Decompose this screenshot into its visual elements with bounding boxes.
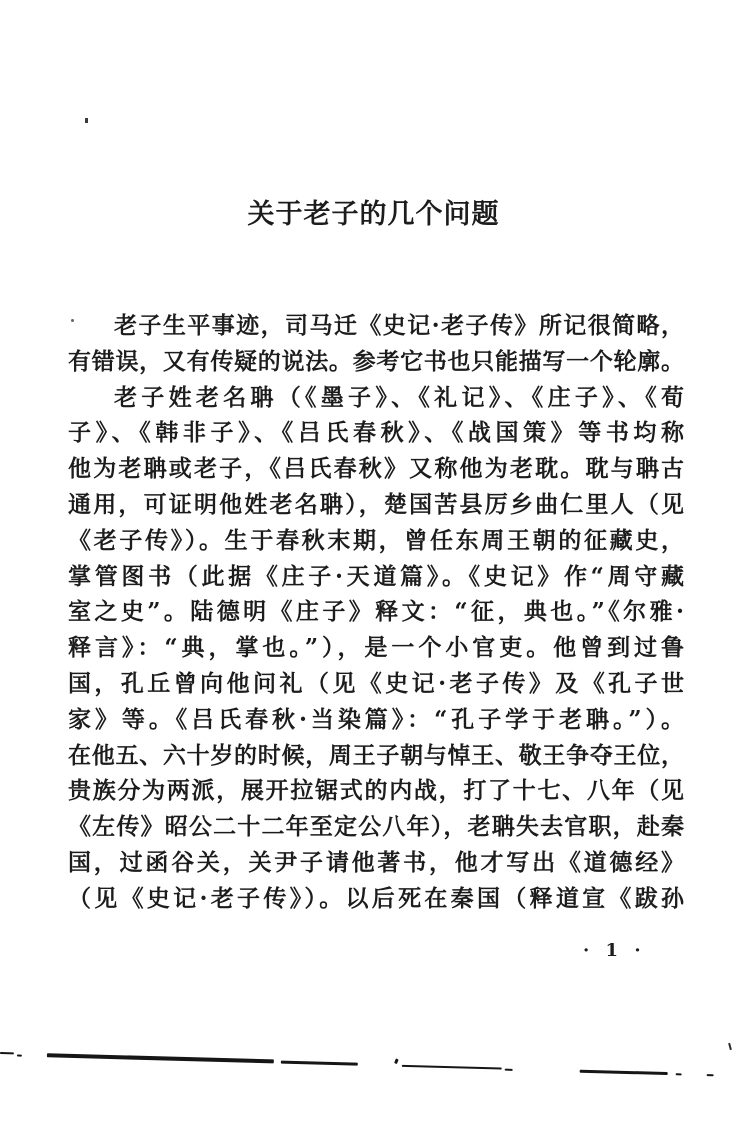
body-line: 在他五、六十岁的时候，周王子朝与悼王、敬王争夺王位， [68, 741, 684, 769]
scan-artifact-segment [281, 1061, 358, 1066]
scan-artifact-mark [728, 1043, 732, 1050]
ink-speck [85, 118, 88, 123]
scan-artifact-segment [707, 1074, 714, 1076]
page-title: 关于老子的几个问题 [247, 199, 500, 230]
scan-artifact-segment [17, 1054, 22, 1056]
body-line: 室之史”。陆德明《庄子》释文：“征，典也。”《尔雅· [68, 598, 684, 626]
body-line: 《老子传》）。生于春秋末期，曾任东周王朝的征藏史， [68, 526, 684, 554]
scan-artifact-segment [394, 1058, 399, 1064]
body-line: （见《史记·老子传》）。以后死在秦国（释道宣《跋孙 [68, 884, 684, 912]
scan-artifact-segment [0, 1052, 14, 1054]
body-line: 老子姓老名聃（《墨子》、《礼记》、《庄子》、《荀 [114, 383, 684, 411]
body-line: 通用，可证明他姓老名聃），楚国苦县厉乡曲仁里人（见 [68, 490, 684, 518]
scan-artifact-segment [402, 1065, 502, 1070]
scan-artifact-segment [676, 1073, 682, 1075]
body-line: 《左传》昭公二十二年至定公八年），老聃失去官职，赴秦 [68, 813, 684, 841]
body-line: 国，孔丘曾向他问礼（见《史记·老子传》及《孔子世 [68, 669, 684, 697]
page-number: · 1 · [583, 940, 646, 961]
body-line: 他为老聃或老子，《吕氏春秋》又称他为老耽。耽与聃古 [68, 455, 684, 483]
scan-artifact-segment [580, 1070, 668, 1075]
body-line: 国，过函谷关，关尹子请他著书，他才写出《道德经》 [68, 848, 684, 876]
body-line: 贵族分为两派，展开拉锯式的内战，打了十七、八年（见 [68, 777, 684, 805]
body-line: 家》等。《吕氏春秋·当染篇》：“孔子学于老聃。”）。 [68, 705, 684, 733]
body-line: 子》、《韩非子》、《吕氏春秋》、《战国策》等书均称 [68, 419, 684, 447]
body-line: 老子生平事迹，司马迁《史记·老子传》所记很简略， [114, 312, 684, 339]
body-line: 有错误，又有传疑的说法。参考它书也只能描写一个轮廓。 [68, 347, 684, 375]
body-line: 掌管图书（此据《庄子·天道篇》。《史记》作“周守藏 [68, 562, 684, 590]
scan-artifact-segment [505, 1069, 513, 1071]
scan-artifact-segment [47, 1053, 274, 1063]
body-line: 释言》：“典，掌也。”），是一个小官吏。他曾到过鲁 [68, 634, 684, 662]
page-body-text [68, 308, 684, 917]
scan-artifact-streak [0, 1052, 747, 1084]
